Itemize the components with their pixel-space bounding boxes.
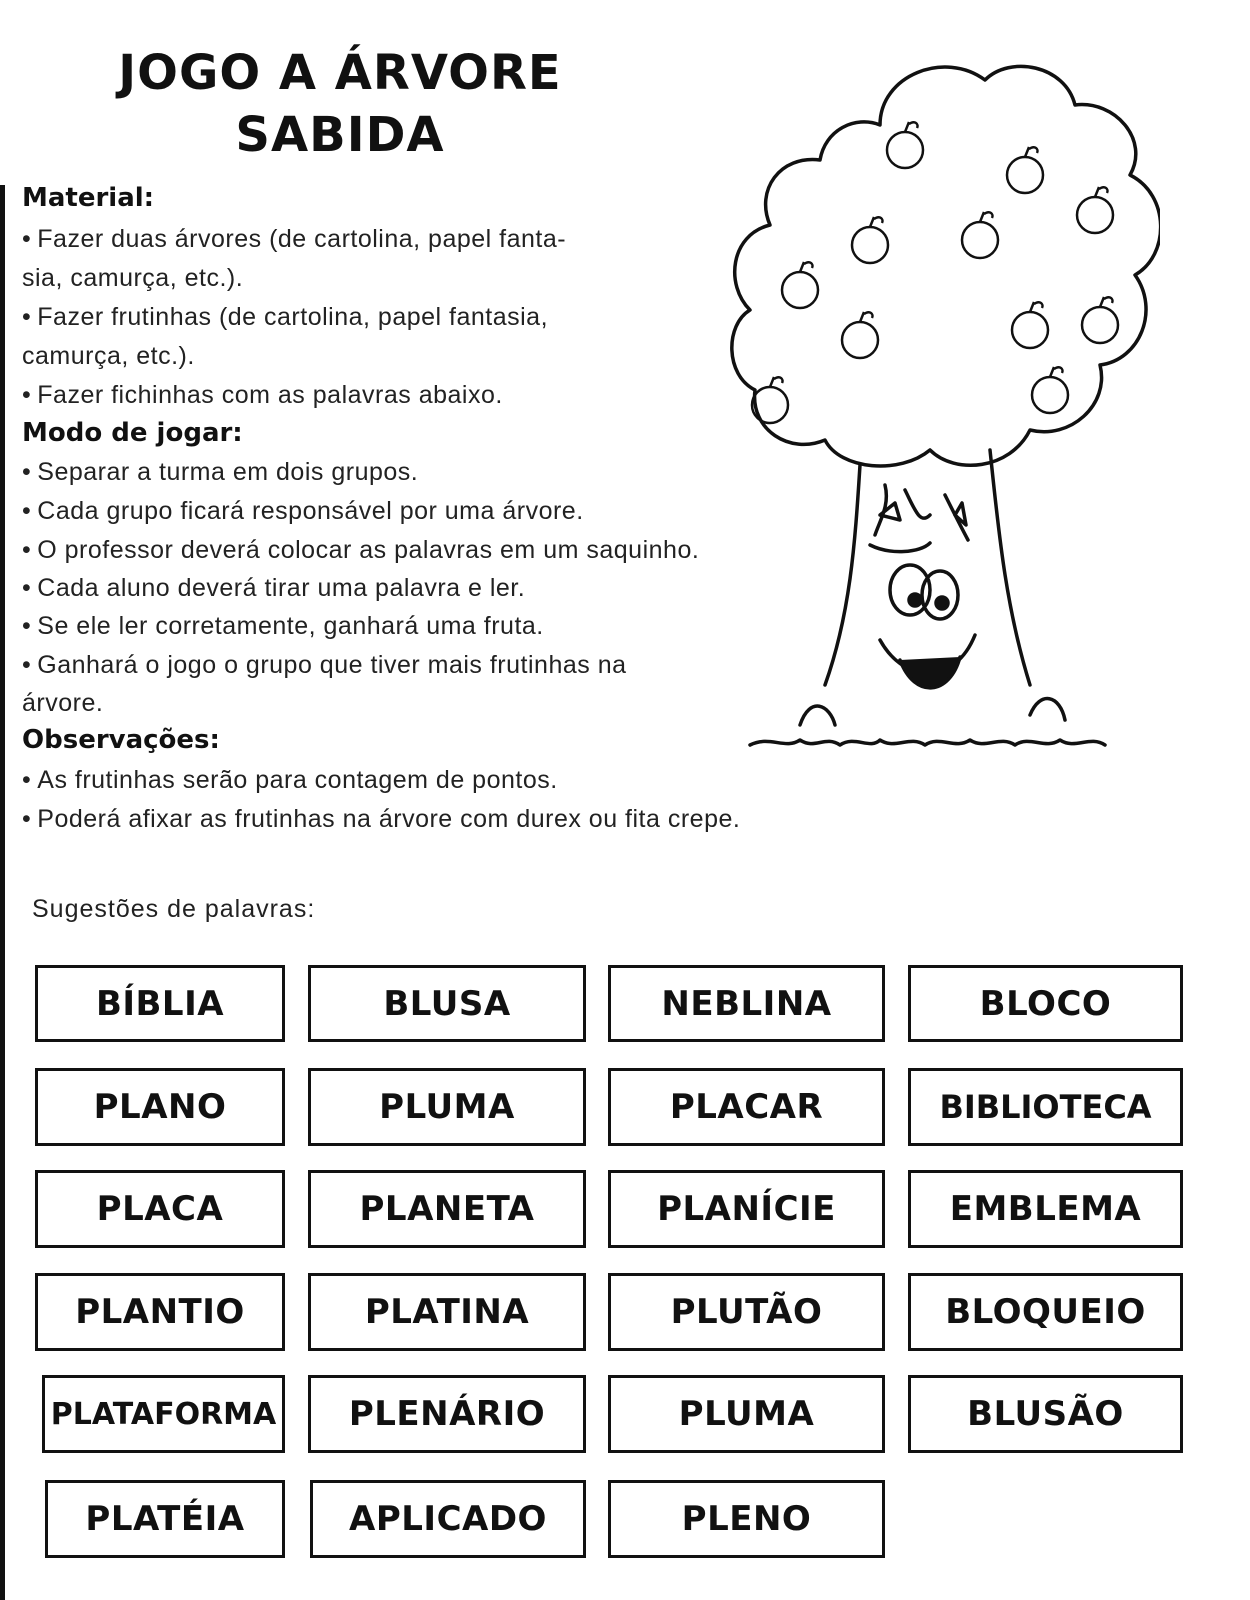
bullet: • <box>22 574 32 602</box>
bullet: • <box>22 303 32 331</box>
bullet: • <box>22 225 32 253</box>
modo-text: Cada aluno deverá tirar uma palavra e ler. <box>37 574 526 602</box>
modo-text: O professor deverá colocar as palavras em um saquinho. <box>37 536 700 564</box>
modo-text: árvore. <box>22 689 104 717</box>
word-card: NEBLINA <box>608 965 885 1042</box>
word-card: PLACA <box>35 1170 285 1248</box>
word-card: PLATAFORMA <box>42 1375 285 1453</box>
material-text: Fazer duas árvores (de cartolina, papel fanta- <box>37 225 567 253</box>
word-card: PLACAR <box>608 1068 885 1146</box>
material-line <box>22 381 503 410</box>
left-margin-rule <box>0 185 5 1600</box>
modo-line <box>22 536 699 565</box>
apples <box>752 122 1118 423</box>
observacoes-heading: Observações: <box>22 725 220 755</box>
material-text: camurça, etc.). <box>22 342 195 370</box>
bullet: • <box>22 805 32 833</box>
material-line <box>22 225 566 254</box>
word-card: PLANO <box>35 1068 285 1146</box>
word-card: PLUMA <box>308 1068 586 1146</box>
word-card: PLENÁRIO <box>308 1375 586 1453</box>
modo-line <box>22 612 544 641</box>
word-card: PLENO <box>608 1480 885 1558</box>
word-card: EMBLEMA <box>908 1170 1183 1248</box>
word-card: BLOQUEIO <box>908 1273 1183 1351</box>
material-line <box>22 264 243 293</box>
bullet: • <box>22 766 32 794</box>
observacoes-text: Poderá afixar as frutinhas na árvore com durex ou fita crepe. <box>37 805 741 833</box>
observacoes-line <box>22 805 740 834</box>
material-line <box>22 303 548 332</box>
word-card: BLOCO <box>908 965 1183 1042</box>
observacoes-line <box>22 766 558 795</box>
word-card: BLUSÃO <box>908 1375 1183 1453</box>
bullet: • <box>22 381 32 409</box>
modo-line <box>22 574 525 603</box>
grass <box>750 740 1105 745</box>
word-card: PLANÍCIE <box>608 1170 885 1248</box>
material-text: sia, camurça, etc.). <box>22 264 244 292</box>
material-heading: Material: <box>22 183 155 213</box>
modo-text: Separar a turma em dois grupos. <box>37 458 419 486</box>
modo-heading: Modo de jogar: <box>22 418 243 448</box>
tree-trunk <box>825 450 1030 685</box>
bullet: • <box>22 612 32 640</box>
page-title <box>60 42 620 166</box>
word-card: PLANTIO <box>35 1273 285 1351</box>
word-card: PLATÉIA <box>45 1480 285 1558</box>
title-line-2: SABIDA <box>235 107 445 163</box>
word-card: APLICADO <box>310 1480 586 1558</box>
bullet: • <box>22 458 32 486</box>
modo-line <box>22 651 627 680</box>
material-text: Fazer fichinhas com as palavras abaixo. <box>37 381 503 409</box>
word-card: PLATINA <box>308 1273 586 1351</box>
word-card: PLANETA <box>308 1170 586 1248</box>
word-card: BLUSA <box>308 965 586 1042</box>
modo-text: Ganhará o jogo o grupo que tiver mais frutinhas na <box>37 651 627 679</box>
word-card: PLUMA <box>608 1375 885 1453</box>
modo-text: Cada grupo ficará responsável por uma árvore. <box>37 497 584 525</box>
observacoes-text: As frutinhas serão para contagem de pontos. <box>37 766 558 794</box>
word-card: BÍBLIA <box>35 965 285 1042</box>
modo-line <box>22 458 418 487</box>
tree-canopy <box>732 66 1160 466</box>
material-line <box>22 342 195 371</box>
modo-text: Se ele ler corretamente, ganhará uma fruta. <box>37 612 544 640</box>
suggestions-label: Sugestões de palavras: <box>32 895 316 923</box>
modo-line <box>22 497 584 526</box>
modo-line <box>22 689 103 718</box>
word-card: PLUTÃO <box>608 1273 885 1351</box>
bullet: • <box>22 651 32 679</box>
bullet: • <box>22 497 32 525</box>
material-text: Fazer frutinhas (de cartolina, papel fantasia, <box>37 303 549 331</box>
title-line-1: JOGO A ÁRVORE <box>118 45 562 101</box>
tree-illustration <box>730 45 1160 775</box>
bullet: • <box>22 536 32 564</box>
word-card: BIBLIOTECA <box>908 1068 1183 1146</box>
